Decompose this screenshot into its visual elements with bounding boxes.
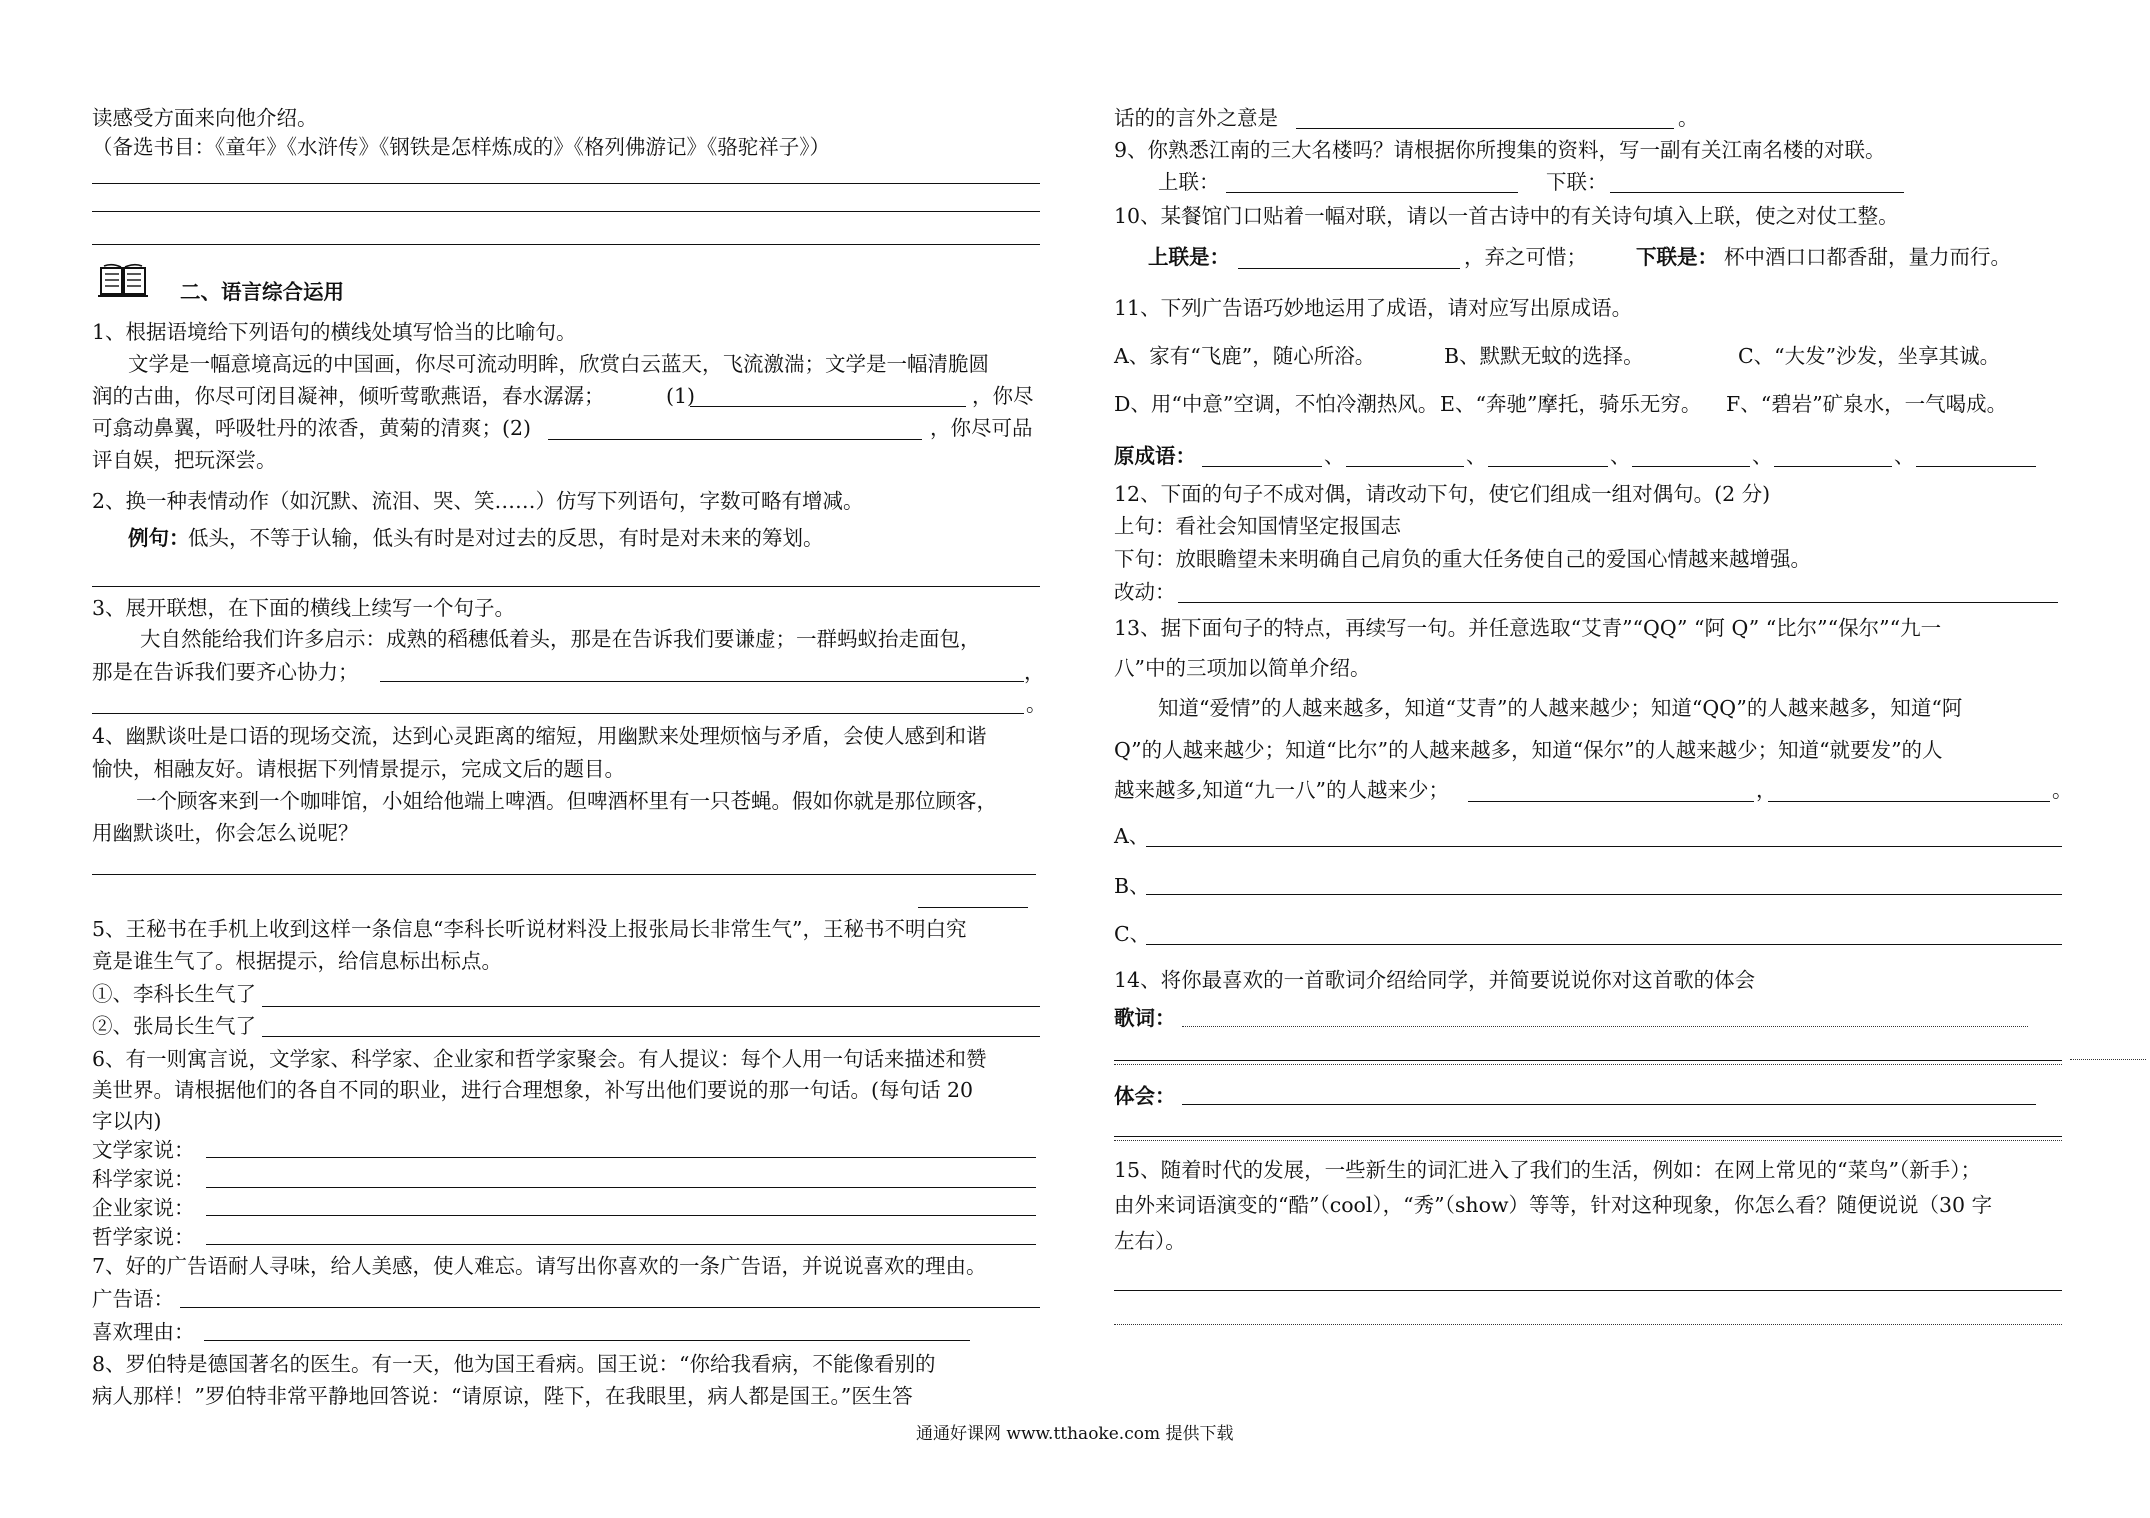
q10-up-label: 上联是：: [1148, 245, 1230, 269]
q13-text: 13、据下面句子的特点，再续写一句。并任意选取“艾青”“QQ” “阿 Q” “比尔”“保尔”“九一: [1114, 616, 1942, 640]
q1-prompt: 1、根据语境给下列语句的横线处填写恰当的比喻句。: [92, 320, 577, 344]
q9-down-label: 下联：: [1546, 170, 1608, 194]
q11-option-e: E、“奔驰”摩托，骑乐无穷。: [1440, 392, 1702, 416]
q1-text: 可翕动鼻翼，呼吸牡丹的浓香，黄菊的清爽；(2): [92, 416, 532, 440]
q3-prompt: 3、展开联想，在下面的横线上续写一个句子。: [92, 596, 516, 620]
q1-text: ，你尽: [972, 384, 1034, 408]
q11-answer-blank[interactable]: [1632, 466, 1750, 467]
q11-sep: 、: [1324, 444, 1345, 468]
q13-option-b: B、: [1114, 874, 1150, 898]
q2-prompt: 2、换一种表情动作（如沉默、流泪、哭、笑……）仿写下列语句，字数可略有增减。: [92, 489, 864, 513]
q6-scientist-blank[interactable]: [206, 1187, 1036, 1188]
q1-text: ，你尽可品: [930, 416, 1033, 440]
q10-prompt: 10、某餐馆门口贴着一幅对联，请以一首古诗中的有关诗句填入上联，使之对仗工整。: [1114, 204, 1899, 228]
q11-sep: 、: [1894, 444, 1915, 468]
q6-philosopher-blank[interactable]: [206, 1244, 1036, 1245]
q2-example: 低头，不等于认输，低头有时是对过去的反思，有时是对未来的筹划。: [188, 526, 824, 550]
q3-period: 。: [1026, 692, 1047, 716]
q11-prompt: 11、下列广告语巧妙地运用了成语，请对应写出原成语。: [1114, 296, 1633, 320]
q15-answer-line[interactable]: [1114, 1290, 2062, 1291]
q11-option-d: D、用“中意”空调，不怕冷潮热风。: [1114, 392, 1439, 416]
book-list: （备选书目：《童年》《水浒传》《钢铁是怎样炼成的》《格列佛游记》《骆驼祥子》）: [92, 135, 830, 159]
q11-answer-blank[interactable]: [1916, 466, 2036, 467]
q1-blank-2[interactable]: [548, 439, 922, 440]
q15-text: 左右）。: [1114, 1229, 1186, 1253]
q11-answer-blank[interactable]: [1774, 466, 1892, 467]
q14-lyrics-label: 歌词：: [1114, 1006, 1176, 1030]
q5-blank-a[interactable]: [262, 1006, 1040, 1007]
q9-down-blank[interactable]: [1610, 192, 1904, 193]
q12-down: 下句：放眼瞻望未来明确自己肩负的重大任务使自己的爱国心情越来越增强。: [1114, 547, 1811, 571]
q13-comma: ，: [1756, 778, 1777, 802]
q13-blank-a[interactable]: [1146, 846, 2062, 847]
q7-reason-label: 喜欢理由：: [92, 1320, 195, 1344]
q11-option-a: A、家有“飞鹿”，随心所浴。: [1114, 344, 1376, 368]
q2-answer-line[interactable]: [92, 586, 1040, 587]
q4-answer-line[interactable]: [92, 874, 1036, 875]
q13-blank-b[interactable]: [1146, 894, 2062, 895]
q15-text: 15、随着时代的发展，一些新生的词汇进入了我们的生活，例如：在网上常见的“菜鸟”（新手）；: [1114, 1158, 1982, 1182]
q11-sep: 、: [1610, 444, 1631, 468]
q8-text: 病人那样！”罗伯特非常平静地回答说：“请原谅，陛下，在我眼里，病人都是国王。”医生答: [92, 1384, 913, 1408]
q13-period: 。: [2052, 778, 2073, 802]
q4-answer-line[interactable]: [918, 907, 1028, 908]
book-icon: [98, 262, 148, 298]
q8-period: 。: [1678, 106, 1699, 130]
q5-option-a: ①、李科长生气了: [92, 982, 256, 1006]
q12-fix-label: 改动：: [1114, 580, 1176, 604]
q6-entrepreneur-blank[interactable]: [206, 1215, 1036, 1216]
q3-blank[interactable]: [92, 713, 1024, 714]
q7-ad-blank[interactable]: [180, 1307, 1040, 1308]
q7-prompt: 7、好的广告语耐人寻味，给人美感，使人难忘。请写出你喜欢的一条广告语，并说说喜欢的理由。: [92, 1254, 987, 1278]
q3-comma: ，: [1024, 660, 1045, 684]
q12-up: 上句：看社会知国情坚定报国志: [1114, 514, 1401, 538]
q12-fix-blank[interactable]: [1178, 602, 2058, 603]
q14-lyrics-blank[interactable]: [1114, 1060, 2062, 1061]
q6-writer-blank[interactable]: [206, 1157, 1036, 1158]
q14-lyrics-blank[interactable]: [1114, 1064, 2062, 1065]
q5-text: 5、王秘书在手机上收到这样一条信息“李科长听说材料没上报张局长非常生气”，王秘书不明白究: [92, 917, 967, 941]
answer-line[interactable]: [92, 183, 1040, 184]
q13-option-c: C、: [1114, 922, 1151, 946]
q9-prompt: 9、你熟悉江南的三大名楼吗？请根据你所搜集的资料，写一副有关江南名楼的对联。: [1114, 138, 1886, 162]
q6-text: 6、有一则寓言说，文学家、科学家、企业家和哲学家聚会。有人提议：每个人用一句话来描述和赞: [92, 1047, 987, 1071]
q15-answer-line[interactable]: [1114, 1324, 2062, 1325]
q6-entrepreneur-label: 企业家说：: [92, 1196, 195, 1220]
q12-prompt: 12、下面的句子不成对偶，请改动下句，使它们组成一组对偶句。(2 分): [1114, 482, 1771, 506]
q2-example-label: 例句：: [128, 526, 190, 550]
q8-text: 8、罗伯特是德国著名的医生。有一天，他为国王看病。国王说：“你给我看病，不能像看别的: [92, 1352, 936, 1376]
q3-text: 大自然能给我们许多启示：成熟的稻穗低着头，那是在告诉我们要谦虚；一群蚂蚁抬走面包，: [140, 627, 981, 651]
q10-down-text: 杯中酒口口都香甜，量力而行。: [1724, 245, 2011, 269]
q15-text: 由外来词语演变的“酷”（cool），“秀”（show）等等，针对这种现象，你怎么看？随便说说（30 字: [1114, 1193, 1993, 1217]
q7-reason-blank[interactable]: [204, 1340, 970, 1341]
q11-answer-label: 原成语：: [1114, 444, 1196, 468]
q14-lyrics-blank[interactable]: [1182, 1026, 2028, 1027]
q13-text: Q”的人越来越少；知道“比尔”的人越来越多，知道“保尔”的人越来越少；知道“就要发”的人: [1114, 738, 1943, 762]
q5-option-b: ②、张局长生气了: [92, 1014, 256, 1038]
q9-up-blank[interactable]: [1226, 192, 1518, 193]
q13-text: 越来越多,知道“九一八”的人越来少；: [1114, 778, 1449, 802]
q7-ad-label: 广告语：: [92, 1287, 174, 1311]
q11-answer-blank[interactable]: [1488, 466, 1608, 467]
q6-philosopher-label: 哲学家说：: [92, 1225, 195, 1249]
q14-feel-blank[interactable]: [1114, 1136, 2062, 1137]
intro-line: 读感受方面来向他介绍。: [92, 106, 318, 130]
q13-blank-c[interactable]: [1146, 944, 2062, 945]
q1-blank-1[interactable]: [690, 406, 966, 407]
q10-down-label: 下联是：: [1636, 245, 1718, 269]
q4-text: 愉快，相融友好。请根据下列情景提示，完成文后的题目。: [92, 757, 625, 781]
q10-up-blank[interactable]: [1238, 268, 1460, 269]
q14-feel-blank[interactable]: [1114, 1140, 2062, 1141]
q13-blank[interactable]: [1468, 801, 1754, 802]
q6-scientist-label: 科学家说：: [92, 1167, 195, 1191]
q8-blank[interactable]: [1296, 128, 1674, 129]
q3-blank[interactable]: [380, 681, 1024, 682]
q11-answer-blank[interactable]: [1346, 466, 1464, 467]
q5-blank-b[interactable]: [262, 1036, 1040, 1037]
answer-line[interactable]: [92, 211, 1040, 212]
q13-text: 八”中的三项加以简单介绍。: [1114, 656, 1371, 680]
q11-sep: 、: [1752, 444, 1773, 468]
q14-prompt: 14、将你最喜欢的一首歌词介绍给同学，并简要说说你对这首歌的体会: [1114, 968, 1756, 992]
section-title: 二、语言综合运用: [180, 280, 344, 304]
q1-text: 文学是一幅意境高远的中国画，你尽可流动明眸，欣赏白云蓝天，飞流激湍；文学是一幅清脆圆: [128, 352, 989, 376]
q8-end: 话的的言外之意是: [1114, 106, 1278, 130]
q9-up-label: 上联：: [1158, 170, 1220, 194]
q1-blank-label: (1): [666, 384, 696, 408]
q3-text: 那是在告诉我们要齐心协力；: [92, 660, 359, 684]
margin-dots: [2070, 1059, 2146, 1060]
q4-text: 4、幽默谈吐是口语的现场交流，达到心灵距离的缩短，用幽默来处理烦恼与矛盾，会使人感到和谐: [92, 724, 987, 748]
q11-answer-blank[interactable]: [1202, 466, 1322, 467]
q1-text: 评自娱，把玩深尝。: [92, 448, 277, 472]
q14-feel-blank[interactable]: [1182, 1104, 2036, 1105]
q14-feel-label: 体会：: [1114, 1084, 1176, 1108]
q13-blank[interactable]: [1768, 801, 2050, 802]
footer-credit: 通通好课网 www.tthaoke.com 提供下载: [916, 1424, 1234, 1444]
q13-option-a: A、: [1114, 824, 1150, 848]
q4-text: 一个顾客来到一个咖啡馆，小姐给他端上啤酒。但啤酒杯里有一只苍蝇。假如你就是那位顾客，: [136, 789, 997, 813]
q13-text: 知道“爱情”的人越来越多，知道“艾青”的人越来越少；知道“QQ”的人越来越多，知道“阿: [1158, 696, 1963, 720]
q11-option-b: B、默默无蚊的选择。: [1444, 344, 1644, 368]
q6-text: 美世界。请根据他们的各自不同的职业，进行合理想象，补写出他们要说的那一句话。(每句话 20: [92, 1078, 974, 1102]
q6-writer-label: 文学家说：: [92, 1138, 195, 1162]
q1-text: 润的古曲，你尽可闭目凝神，倾听莺歌燕语，春水潺潺；: [92, 384, 605, 408]
q10-up-tail: ，弃之可惜；: [1464, 245, 1587, 269]
q5-text: 竟是谁生气了。根据提示，给信息标出标点。: [92, 949, 502, 973]
q11-sep: 、: [1466, 444, 1487, 468]
q11-option-f: F、“碧岩”矿泉水，一气喝成。: [1726, 392, 2008, 416]
answer-line[interactable]: [92, 244, 1040, 245]
q6-text: 字以内): [92, 1109, 162, 1133]
q4-text: 用幽默谈吐，你会怎么说呢？: [92, 821, 359, 845]
q11-option-c: C、“大发”沙发，坐享其诚。: [1738, 344, 2001, 368]
